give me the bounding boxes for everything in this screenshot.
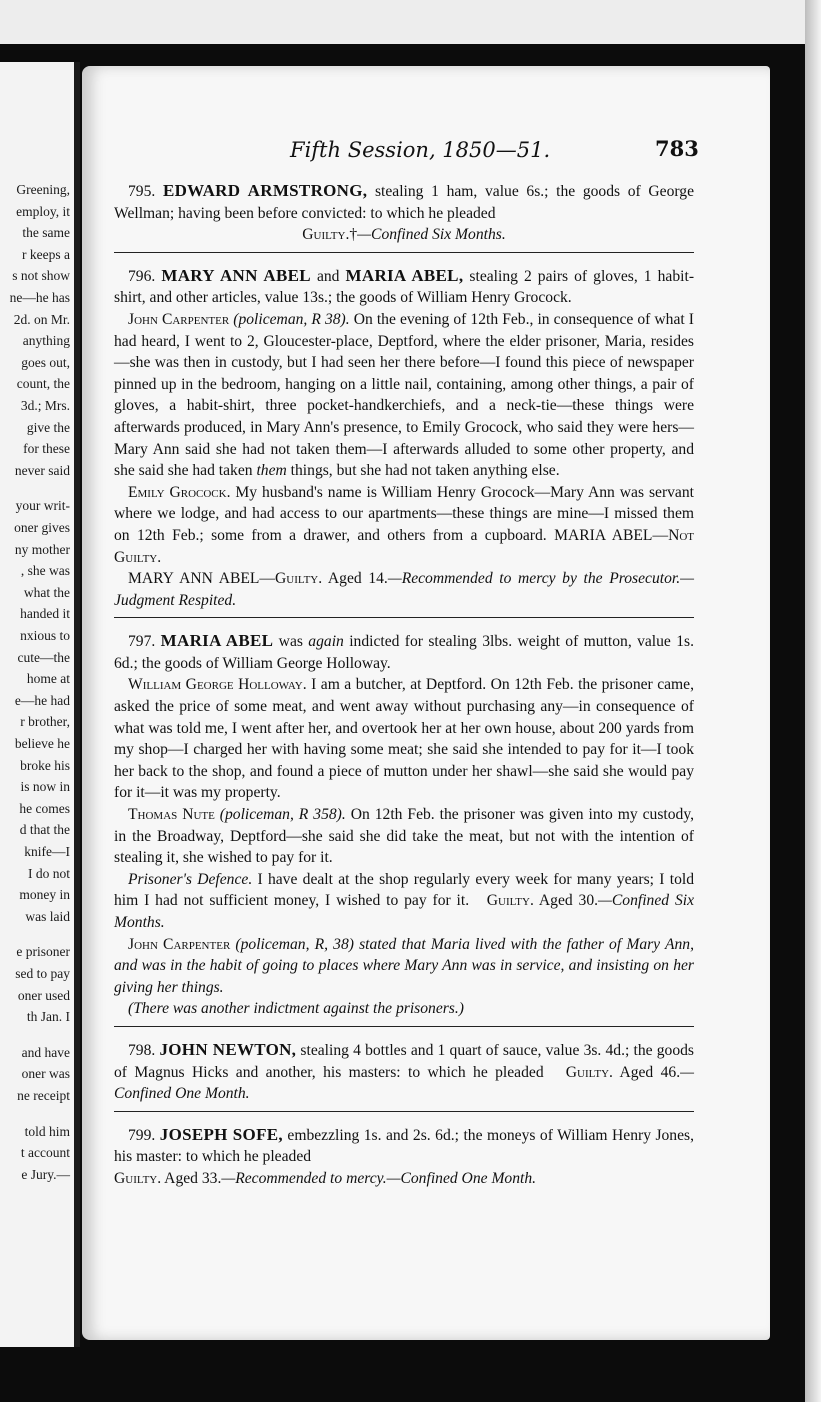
facing-page-line: give the [26,419,70,435]
case-number: 795. [128,183,156,200]
case-number: 798. [128,1041,156,1059]
conjunction: and [310,267,346,285]
facing-page-line: was laid [25,908,70,924]
facing-page-line: broke his [20,757,70,773]
indictment-note: (There was another indictment against the prisoners.) [128,1000,464,1018]
case-796 [114,265,694,612]
defendant-name: JOSEPH SOFE, [159,1124,283,1144]
facing-page-line: he comes [19,800,70,816]
facing-page-line: I do not [28,865,70,881]
defendant-name: MARY ANN ABEL [128,570,260,588]
facing-page-line: your writ- [15,498,70,514]
facing-page-line: home at [26,671,70,687]
defendant-name: EDWARD ARMSTRONG, [162,181,368,200]
top-background [0,0,821,44]
facing-page-line: the same [22,225,70,241]
facing-page-line: count, the [16,376,70,392]
testimony-text: I am a butcher, at Deptford. On 12th Feb. the prisoner came, asked the price of some meat, and went away without purchasing any—in consequence of what was told me, I went after her, and overtook her at her own house, about 200 yards from my shop—I charged her with having some meat; she said she intended to pay for it—I took her back to the shop, and found a piece of mutton under her shawl—she said she would pay for it—it was my property. [114,676,694,802]
defendant-name: MARIA ABEL [160,631,274,651]
age: Aged 14. [322,570,388,588]
facing-page-line: oner used [17,987,70,1003]
facing-page-line: never said [14,462,70,478]
sentence: —Confined Six Months. [357,226,506,244]
facing-page-line: oner gives [14,520,70,535]
facing-page-line: r keeps a [22,246,70,262]
divider-rule [114,617,694,618]
page-edge [805,0,821,1402]
witness-testimony [114,309,694,482]
page-number: 783 [655,136,699,161]
verdict: Guilty. [565,1063,613,1081]
facing-page-line: e prisoner [16,944,70,960]
sentence: —Confined Six Months. [114,892,694,931]
sentence: —Confined One Month. [114,1063,694,1103]
age: Aged 33. [161,1169,222,1187]
facing-page-line: d that the [19,822,70,838]
witness-testimony [114,482,694,568]
verdict: Guilty.† [302,226,358,244]
facing-page-line: anything [22,333,70,349]
facing-page-line: 2d. on Mr. [13,311,70,327]
facing-page-line: handed it [20,606,70,622]
running-head: Fifth Session, 1850—51. [290,138,551,162]
page-body [114,180,694,1190]
witness-testimony [114,804,694,869]
case-797 [114,630,694,1020]
age: Aged 30. [533,892,599,910]
facing-page-line: , she was [20,563,70,579]
book-page [82,66,770,1340]
defendant-name: MARIA ABEL, [345,265,464,285]
testimony-text: My husband's name is William Henry Grocock—Mary Ann was servant where we lodge, and had access to our apartments—these things are mine—I missed them on 12th Feb.; some from a drawer, and others from a cupboard. [114,483,694,544]
witness-role: (policeman, R 358). [214,806,346,824]
witness-name: Emily Grocock. [128,483,231,501]
facing-page-line: sed to pay [15,966,70,981]
facing-page-line: cute—the [17,649,70,665]
testimony-text: things, but she had not taken anything else. [286,462,560,480]
witness-testimony [114,674,694,804]
emphasis: them [256,462,287,480]
witness-role: (policeman, R 38). [229,310,350,328]
case-text: stealing 1 ham, value 6s.; the goods of George Wellman; having been before convicted: to which he pleaded [114,183,694,222]
prisoner-defence [114,869,694,934]
defence-text: I have dealt at the shop regularly every week for many years; I told him I had not sufficient money, I wished to pay for it. [114,870,694,910]
page-header [82,134,770,164]
divider-rule [114,1111,694,1112]
age: Aged 46. [612,1063,681,1081]
facing-page-line: th Jan. I [26,1009,70,1025]
facing-page-line: ny mother [14,541,70,557]
facing-page-line: knife—I [24,844,70,859]
officer-statement [114,934,694,999]
case-text: stealing 4 bottles and 1 quart of sauce, value 3s. 4d.; the goods of Magnus Hicks and another, his masters: to which he pleaded [114,1041,694,1081]
statement-text: stated that Maria lived with the father of Mary Ann, and was in the habit of going to places where Mary Ann was in service, and insisting on her giving her things. [114,935,694,996]
witness-name: William George Holloway. [128,676,307,694]
facing-page-line: employ, it [16,203,70,219]
verdict: —Guilty. [259,570,323,588]
defendant-name: MARIA ABEL [554,526,653,544]
verdict: Guilty. [486,892,534,910]
testimony-text: On 12th Feb. the prisoner was given into my custody, in the Broadway, Deptford—she said she did take the meat, but not with the intention of stealing it, she wished to pay for it. [114,806,694,867]
facing-page-line: r brother, [20,714,70,730]
verdict: Guilty. [114,1169,162,1187]
facing-page-line: Greening, [16,182,70,197]
facing-page-line: told him [24,1123,70,1139]
divider-rule [114,1026,694,1027]
witness-name: John Carpenter [128,935,231,953]
defence-label: Prisoner's Defence. [128,870,253,888]
case-number: 799. [128,1126,156,1144]
facing-page-line: goes out, [21,354,70,370]
facing-page-line: and have [21,1044,70,1060]
case-795 [114,180,694,246]
facing-page-line: what the [23,584,70,600]
verdict: —Not Guilty. [114,526,694,566]
sentence: —Recommended to mercy.—Confined One Month. [221,1169,537,1187]
facing-page-line: e Jury.— [21,1166,70,1182]
facing-page-line: money in [19,887,70,903]
case-text: embezzling 1s. and 2s. 6d.; the moneys of William Henry Jones, his master: to which he pleaded [114,1126,694,1166]
case-799 [114,1124,694,1190]
facing-page-line: s not show [12,268,70,284]
divider-rule [114,252,694,253]
case-798 [114,1039,694,1105]
charge-text: indicted for stealing 3lbs. weight of mutton, value 1s. 6d.; the goods of William George Holloway. [114,633,694,672]
facing-page-line: t account [20,1145,70,1161]
charge-text: stealing 2 pairs of gloves, 1 habit-shirt, and other articles, value 13s.; the goods of William Henry Grocock. [114,267,695,307]
defendant-name: JOHN NEWTON, [159,1039,297,1059]
facing-page-line: ne receipt [17,1088,70,1103]
witness-role: (policeman, R, 38) [230,935,354,953]
facing-page-line: is now in [20,779,70,795]
facing-page-fragment [0,62,80,1347]
facing-page-line: nxious to [20,628,70,643]
facing-page-line: ne—he has [9,290,70,305]
emphasis: again [308,633,344,651]
sentence: —Recommended to mercy by the Prosecutor.—Judgment Respited. [114,570,694,609]
facing-page-line: e—he had [14,692,70,708]
case-number: 797. [128,633,156,651]
facing-page-line: believe he [14,736,70,751]
case-number: 796. [128,267,156,285]
witness-name: Thomas Nute [128,806,215,824]
facing-page-line: for these [23,441,70,457]
defendant-name: MARY ANN ABEL [161,265,311,285]
witness-name: John Carpenter [128,310,230,328]
facing-page-line: oner was [21,1066,70,1082]
testimony-text: On the evening of 12th Feb., in consequence of what I had heard, I went to 2, Gloucester-place, Deptford, where the elder prisoner, Maria, resides—she was then in custody, but I had seen her there before—I found this piece of newspaper pinned up in the bedroom, hanging on a little nail, containing, among other things, a pair of gloves, a habit-shirt, three pocket-handkerchiefs, and a neck-tie—these things were afterwards produced, in Mary Ann's presence, to Emily Grocock, who said they were hers—Mary Ann said she had not taken them—I afterwards alluded to some other property, and she said she had taken [114,310,694,480]
connector: was [273,633,309,651]
facing-page-line: 3d.; Mrs. [20,398,70,413]
